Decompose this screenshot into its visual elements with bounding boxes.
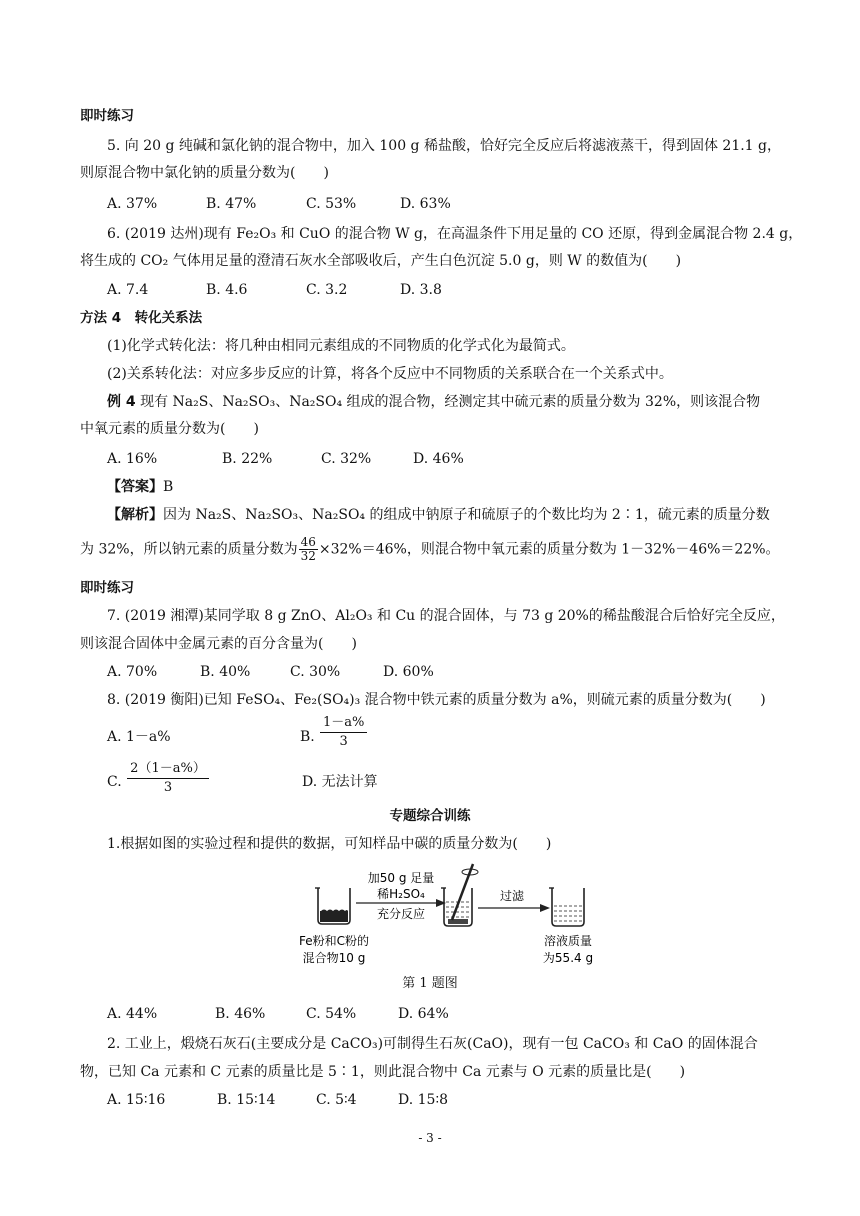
section-title-practice-2: 即时练习: [80, 580, 134, 596]
beaker1-label-1: Fe粉和C粉的: [298, 934, 370, 948]
q6-option-c: C. 3.2: [306, 282, 348, 298]
q5-text-line1: 5. 向 20 g 纯碱和氯化钠的混合物中，加入 100 g 稀盐酸，恰好完全反应后将滤液蒸干，得到固体 21.1 g，: [107, 138, 782, 154]
q8-c-numerator: 2（1－a%）: [127, 760, 209, 779]
ex4-option-a: A. 16%: [107, 451, 158, 467]
q6-option-a: A. 7.4: [107, 282, 149, 298]
special-training-title: 专题综合训练: [389, 808, 471, 824]
t2-option-d: D. 15∶8: [398, 1092, 448, 1108]
q5-option-b: B. 47%: [206, 196, 257, 212]
beaker-3: [549, 888, 584, 926]
q8-b-numerator: 1－a%: [320, 714, 367, 733]
q8-option-c-label: C.: [107, 774, 122, 790]
q6-option-b: B. 4.6: [206, 282, 248, 298]
q6-option-d: D. 3.8: [400, 282, 442, 298]
q7-text-line2: 则该混合固体中金属元素的百分含量为( ): [80, 636, 357, 652]
q8-option-c-fraction: [127, 760, 209, 797]
page-number: - 3 -: [418, 1131, 442, 1145]
explanation-text1: 因为 Na₂S、Na₂SO₃、Na₂SO₄ 的组成中钠原子和硫原子的个数比均为 2∶1，硫元素的质量分数: [163, 507, 770, 523]
t2-option-c: C. 5∶4: [316, 1092, 357, 1108]
q8-text-line1: 8. (2019 衡阳)已知 FeSO₄、Fe₂(SO₄)₃ 混合物中铁元素的质量分数为 a%，则硫元素的质量分数为( ): [107, 692, 766, 708]
q8-b-denominator: 3: [339, 734, 348, 749]
t2-text-line2: 物，已知 Ca 元素和 C 元素的质量比是 5∶1，则此混合物中 Ca 元素与 O 元素的质量比是( ): [80, 1064, 686, 1080]
t2-option-b: B. 15∶14: [217, 1092, 276, 1108]
beaker-1: [315, 888, 350, 924]
arrow1-bot-label: 充分反应: [376, 907, 426, 921]
q5-option-a: A. 37%: [107, 196, 158, 212]
t2-text-line1: 2. 工业上，煅烧石灰石(主要成分是 CaCO₃)可制得生石灰(CaO)，现有一包 CaCO₃ 和 CaO 的固体混合: [107, 1036, 758, 1052]
beaker3-label-2: 为55.4 g: [542, 951, 594, 965]
q8-c-denominator: 3: [163, 780, 173, 795]
q8-option-a: A. 1－a%: [107, 729, 171, 745]
t1-option-b: B. 46%: [215, 1006, 266, 1022]
q8-option-b-fraction: [320, 714, 367, 751]
beaker1-label-2: 混合物10 g: [302, 951, 366, 965]
q8-option-d: D. 无法计算: [302, 774, 378, 790]
explanation-text2b: ×32%＝46%，则混合物中氧元素的质量分数为 1－32%－46%＝22%。: [318, 541, 780, 558]
fraction-numerator: 46: [300, 535, 316, 549]
experiment-figure: [0, 862, 860, 982]
example4-line1: [107, 392, 760, 412]
t1-option-c: C. 54%: [306, 1006, 357, 1022]
t1-option-d: D. 64%: [398, 1006, 449, 1022]
q7-option-d: D. 60%: [383, 664, 434, 680]
figure-caption: 第 1 题图: [402, 976, 458, 991]
arrow-2-head: [540, 904, 550, 912]
q5-text-line2: 则原混合物中氯化钠的质量分数为( ): [80, 165, 329, 181]
explanation-text2a: 为 32%，所以钠元素的质量分数为: [80, 541, 298, 558]
q8-option-b-label: B.: [300, 729, 315, 745]
q5-option-d: D. 63%: [400, 196, 451, 212]
answer-value: B: [163, 479, 174, 495]
explanation-label: 【解析】: [107, 507, 163, 523]
example4-text: 现有 Na₂S、Na₂SO₃、Na₂SO₄ 组成的混合物，经测定其中硫元素的质量分数为 32%，则该混合物: [135, 394, 761, 410]
example4-line2: 中氧元素的质量分数为( ): [80, 421, 259, 437]
answer-label: 【答案】: [107, 479, 163, 495]
arrow1-mid-label: 稀H₂SO₄: [377, 887, 425, 901]
method4-para1: (1)化学式转化法：将几种由相同元素组成的不同物质的化学式化为最简式。: [107, 338, 575, 354]
beaker3-label-1: 溶液质量: [543, 934, 593, 948]
ex4-option-d: D. 46%: [413, 451, 464, 467]
explanation-line2: [80, 536, 780, 563]
explanation-line1: [107, 505, 770, 525]
arrow2-label: 过滤: [499, 889, 525, 903]
arrow1-top-label: 加50 g 足量: [367, 871, 435, 885]
fraction-denominator: 32: [300, 549, 316, 563]
q7-option-a: A. 70%: [107, 664, 158, 680]
beaker-2: [441, 864, 478, 926]
answer-line: [107, 477, 173, 497]
q6-text-line1: 6. (2019 达州)现有 Fe₂O₃ 和 CuO 的混合物 W g，在高温条件下用足量的 CO 还原，得到金属混合物 2.4 g，: [107, 226, 803, 242]
q6-text-line2: 将生成的 CO₂ 气体用足量的澄清石灰水全部吸收后，产生白色沉淀 5.0 g，则 W 的数值为( ): [80, 253, 682, 269]
t1-option-a: A. 44%: [107, 1006, 158, 1022]
example4-label: 例 4: [107, 394, 136, 410]
q5-option-c: C. 53%: [306, 196, 357, 212]
q7-option-c: C. 30%: [290, 664, 341, 680]
t2-option-a: A. 15∶16: [107, 1092, 166, 1108]
method4-title: 方法 4 转化关系法: [80, 310, 203, 326]
section-title-practice: 即时练习: [80, 108, 134, 124]
method4-para2: (2)关系转化法：对应多步反应的计算，将各个反应中不同物质的关系联合在一个关系式中。: [107, 366, 673, 382]
t1-text: 1.根据如图的实验过程和提供的数据，可知样品中碳的质量分数为( ): [107, 836, 552, 852]
explanation-fraction: [299, 536, 318, 563]
ex4-option-b: B. 22%: [222, 451, 273, 467]
q7-text-line1: 7. (2019 湘潭)某同学取 8 g ZnO、Al₂O₃ 和 Cu 的混合固体，与 73 g 20%的稀盐酸混合后恰好完全反应，: [107, 608, 785, 624]
q7-option-b: B. 40%: [200, 664, 251, 680]
ex4-option-c: C. 32%: [321, 451, 372, 467]
